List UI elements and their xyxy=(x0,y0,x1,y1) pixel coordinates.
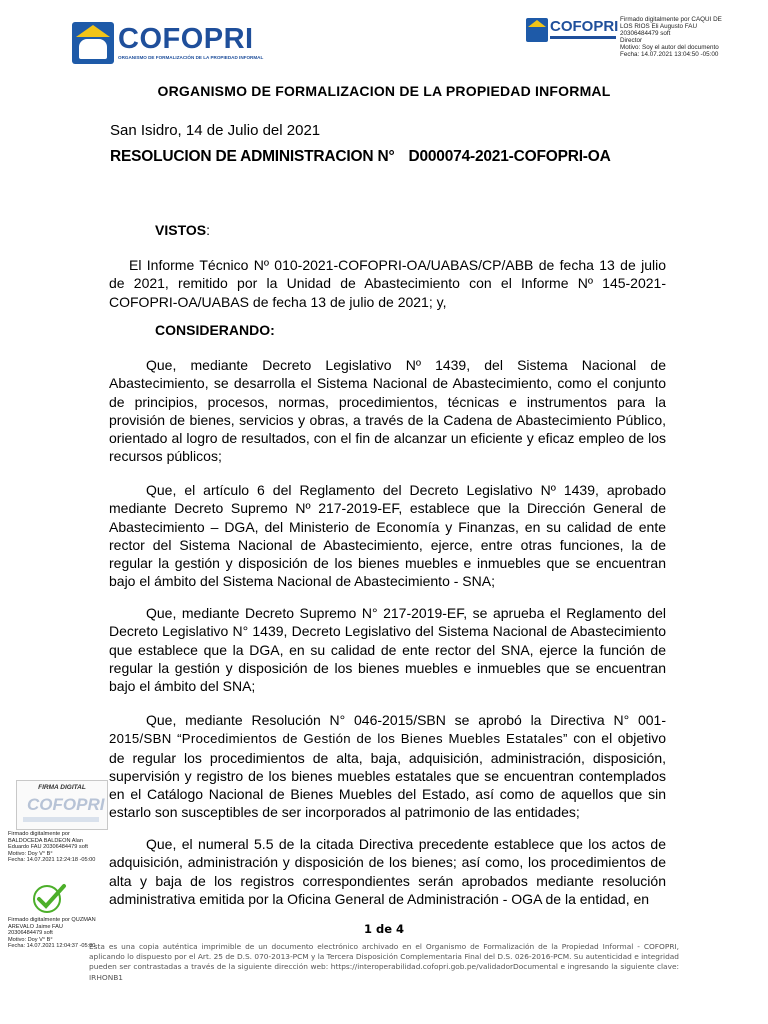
signer-1-info: Firmado digitalmente por BALDOCEDA BALDEON Alan Eduardo FAU 20306484479 soft Motivo: Doy V° B° Fecha: 14.07.2021 12:24:18 -05:00 xyxy=(8,831,96,864)
digital-signature-info xyxy=(620,16,768,58)
place-date: San Isidro, 14 de Julio del 2021 xyxy=(110,122,321,139)
signature-line: Motivo: Soy el autor del documento xyxy=(620,44,719,51)
signature-logo-word: COFOPRI xyxy=(550,18,619,35)
vistos-paragraph: El Informe Técnico Nº 010-2021-COFOPRI-OA/UABAS/CP/ABB de fecha 13 de julio de 2021, remitido por la Unidad de Abastecimiento con el Informe Nº 145-2021-COFOPRI-OA/UABAS de fecha 13 de julio de 2021; y, xyxy=(109,257,666,310)
paragraph-5: Que, el numeral 5.5 de la citada Directiva precedente establece que los actos de adquisición, administración y disposición de los bienes; así como, los procedimientos de alta y baja de los registros correspondientes serán aprobados mediante resolución administrativa emitida por la Oficina General de Administración - OGA de la entidad, en xyxy=(109,836,666,907)
paragraph-4: Que, mediante Resolución N° 046-2015/SBN se aprobó la Directiva N° 001- 2015/SBN “Procedimientos de Gestión de los Bienes Muebles Estatales” con el objetivo de regular los procedimientos de alta, baja, adquisición, administración, disposición, supervisión y registro de los bienes muebles estatales que se encuentran contemplados en el Catálogo Nacional de Bienes Muebles del Estado, así como de aquellos que sin estarlo son susceptibles de ser incorporados al patrimonio de las entidades; xyxy=(109,712,666,821)
signature-line: LOS RIOS Eli Augusto FAU xyxy=(620,23,697,30)
house-family-icon xyxy=(72,22,114,64)
resolution-title xyxy=(110,148,611,166)
signature-logo xyxy=(526,18,618,44)
paragraph-2: Que, el artículo 6 del Reglamento del Decreto Legislativo Nº 1439, aprobado mediante Decreto Supremo Nº 217-2019-EF, establece que la Dirección General de Abastecimiento – DGA, del Ministerio de Economía y Finanzas, en su calidad de ente rector del Sistema Nacional de Abastecimiento, ejerce, entre otras funciones, la de regular la gestión y disposición de los bienes muebles e inmuebles que se encuentran bajo el ámbito del Sistema Nacional de Abastecimiento - SNA; xyxy=(109,482,666,590)
organization-title: ORGANISMO DE FORMALIZACION DE LA PROPIEDAD INFORMAL xyxy=(157,83,611,99)
resolution-number: D000074-2021-COFOPRI-OA xyxy=(408,148,611,165)
paragraph-1: Que, mediante Decreto Legislativo Nº 1439, del Sistema Nacional de Abastecimiento, se desarrolla el Sistema Nacional de Abastecimiento, como el conjunto de principios, procesos, normas, procedimientos, técnicas e instrumentos para la provisión de bienes, servicios y obras, a través de la Cadena de Abastecimiento Público, orientado al logro de resultados, con el fin de alcanzar un eficiente y eficaz empleo de los recursos públicos; xyxy=(109,357,666,465)
cofopri-logo xyxy=(72,22,264,64)
signature-line: Fecha: 14.07.2021 13:04:50 -05:00 xyxy=(620,51,719,58)
checkmark-icon xyxy=(30,882,68,914)
signature-line: Director xyxy=(620,37,643,44)
firma-digital-label: FIRMA DIGITAL xyxy=(38,784,86,791)
logo-word: COFOPRI xyxy=(118,23,254,55)
vistos-heading: VISTOS: xyxy=(155,222,210,238)
authenticity-notice: Esta es una copia auténtica imprimible de un documento electrónico archivado en el Organismo de Formalización de la Propiedad Informal - COFOPRI, aplicando lo dispuesto por el Art. 25 de D.S. 070-2013-PCM y la Tercera Disposición Complementaria Final del D.S. 026-2016-PCM. Su autenticidad e integridad pueden ser contrastadas a través de la siguiente dirección web: https://interoperabilidad.cofopri.gob.pe/validadorDocumental e ingresando la siguiente clave: IRHONB1 xyxy=(89,942,679,982)
signer-2-info: Firmado digitalmente por QUZMAN AREVALO Jaime FAU 20306484479 soft Motivo: Doy V° B° Fecha: 14.07.2021 12:04:37 -05:00 xyxy=(8,917,96,950)
paragraph-3: Que, mediante Decreto Supremo N° 217-2019-EF, se aprueba el Reglamento del Decreto Legislativo N° 1439, Decreto Legislativo del Sistema Nacional de Abastecimiento que establece que la DGA, en su calidad de ente rector del SNA, ejerce la función de regular la gestión y disposición de los bienes muebles e inmuebles que se encuentran bajo el ámbito del SNA; xyxy=(109,605,666,695)
considerando-heading: CONSIDERANDO: xyxy=(155,322,275,338)
logo-subtitle: ORGANISMO DE FORMALIZACIÓN DE LA PROPIEDAD INFORMAL xyxy=(118,55,264,60)
signature-line: 20306484479 soft xyxy=(620,30,671,37)
firma-digital-stamp xyxy=(16,780,108,830)
firma-digital-logo: COFOPRI xyxy=(27,795,105,814)
resolution-label: RESOLUCION DE ADMINISTRACION N° xyxy=(110,148,395,165)
signature-line: Firmado digitalmente por CAQUI DE xyxy=(620,16,722,23)
house-family-icon xyxy=(526,18,548,42)
page-number: 1 de 4 xyxy=(363,922,405,936)
